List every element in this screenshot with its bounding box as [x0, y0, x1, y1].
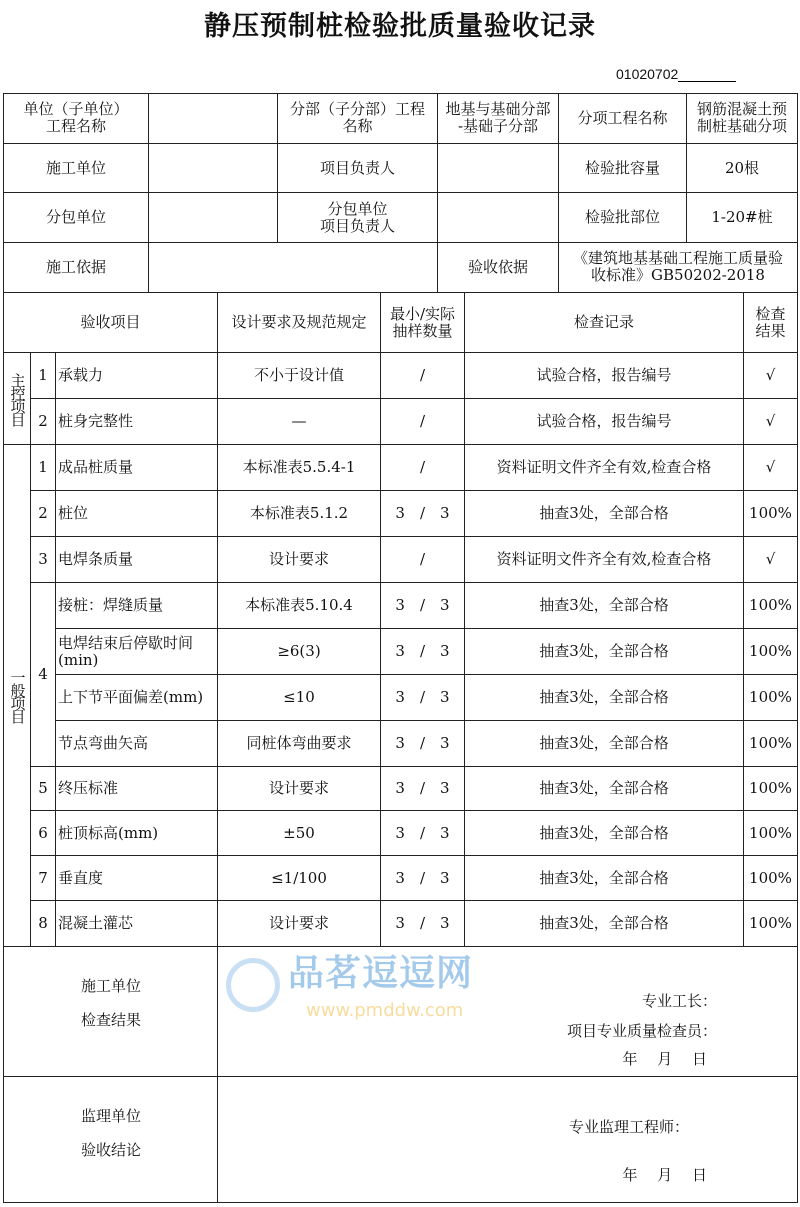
item-no: 2: [31, 491, 56, 537]
supervisor-date: 年 月 日: [622, 1166, 707, 1184]
item-req: —: [218, 399, 381, 445]
header-row: [4, 143, 798, 193]
contractor-check-content[interactable]: [218, 947, 798, 1077]
item-name: 电焊条质量: [56, 537, 218, 583]
inspector-label: 项目专业质量检查员：: [566, 1022, 717, 1040]
item-name: 桩顶标高(mm): [56, 811, 218, 856]
item-result[interactable]: 100%: [744, 491, 798, 537]
item-qty: /: [381, 353, 465, 399]
item-record[interactable]: 抽查3处，全部合格: [465, 491, 744, 537]
capacity-value[interactable]: 20根: [687, 143, 798, 193]
sub-pm-value[interactable]: [438, 193, 559, 243]
general-item-row: [4, 856, 798, 901]
item-name: 桩位: [56, 491, 218, 537]
item-record[interactable]: 抽查3处，全部合格: [465, 629, 744, 675]
item-record[interactable]: 抽查3处，全部合格: [465, 675, 744, 721]
item-result[interactable]: 100%: [744, 675, 798, 721]
subitem-value[interactable]: 钢筋混凝土预 制桩基础分项: [687, 94, 798, 144]
division-label: 分部（子分部）工程 名称: [278, 94, 438, 144]
col-qty: 最小/实际 抽样数量: [381, 293, 465, 353]
item-result[interactable]: √: [744, 399, 798, 445]
item-req: ±50: [218, 811, 381, 856]
item-result[interactable]: √: [744, 537, 798, 583]
general-item-row: [4, 767, 798, 811]
item-no: 1: [31, 445, 56, 491]
item-qty: /: [381, 537, 465, 583]
item-record[interactable]: 抽查3处，全部合格: [465, 583, 744, 629]
contractor-check-label: [4, 947, 218, 1077]
item-result[interactable]: 100%: [744, 721, 798, 767]
contractor-check-row: [4, 947, 798, 1077]
code-suffix-blank[interactable]: [678, 67, 736, 82]
item-record[interactable]: 抽查3处，全部合格: [465, 856, 744, 901]
location-value[interactable]: 1-20#桩: [687, 193, 798, 243]
item-req: 本标准表5.5.4-1: [218, 445, 381, 491]
item-name: 承载力: [56, 353, 218, 399]
item-qty: 3 / 3: [381, 629, 465, 675]
item-record[interactable]: 试验合格，报告编号: [465, 399, 744, 445]
general-item-row: [4, 811, 798, 856]
inspection-table: [3, 292, 798, 1203]
general-item-row: [4, 675, 798, 721]
header-row: [4, 243, 798, 293]
item-no: 4: [31, 583, 56, 767]
item-req: 同桩体弯曲要求: [218, 721, 381, 767]
item-name: 混凝土灌芯: [56, 901, 218, 947]
general-item-row: [4, 721, 798, 767]
item-no: 5: [31, 767, 56, 811]
header-table: [3, 93, 798, 293]
item-no: 8: [31, 901, 56, 947]
sub-value[interactable]: [149, 193, 278, 243]
item-record[interactable]: 抽查3处，全部合格: [465, 721, 744, 767]
item-result[interactable]: 100%: [744, 811, 798, 856]
col-item: 验收项目: [4, 293, 218, 353]
header-row: [4, 94, 798, 144]
form-code: [616, 66, 736, 82]
item-record[interactable]: 抽查3处，全部合格: [465, 901, 744, 947]
engineer-label: 专业监理工程师：: [568, 1118, 689, 1136]
item-result[interactable]: √: [744, 445, 798, 491]
col-result: 检查 结果: [744, 293, 798, 353]
item-name: 成品桩质量: [56, 445, 218, 491]
item-result[interactable]: 100%: [744, 767, 798, 811]
contractor-label: 施工单位: [4, 143, 149, 193]
item-req: 不小于设计值: [218, 353, 381, 399]
item-qty: /: [381, 399, 465, 445]
capacity-label: 检验批容量: [559, 143, 687, 193]
item-no: 7: [31, 856, 56, 901]
supervisor-check-content[interactable]: [218, 1077, 798, 1203]
form-code-value: 01020702: [616, 66, 679, 82]
item-name: 上下节平面偏差(mm): [56, 675, 218, 721]
item-result[interactable]: 100%: [744, 856, 798, 901]
item-name: 电焊结束后停歇时间 (min): [56, 629, 218, 675]
sub-pm-label: 分包单位 项目负责人: [278, 193, 438, 243]
general-item-row: [4, 629, 798, 675]
item-qty: 3 / 3: [381, 583, 465, 629]
item-req: 设计要求: [218, 901, 381, 947]
item-no: 1: [31, 353, 56, 399]
page-title: 静压预制桩检验批质量验收记录: [204, 11, 596, 42]
col-req: 设计要求及规范规定: [218, 293, 381, 353]
basis-value[interactable]: [149, 243, 438, 293]
item-name: 垂直度: [56, 856, 218, 901]
item-qty: 3 / 3: [381, 901, 465, 947]
item-result[interactable]: √: [744, 353, 798, 399]
item-qty: /: [381, 445, 465, 491]
item-record[interactable]: 资料证明文件齐全有效,检查合格: [465, 445, 744, 491]
item-record[interactable]: 抽查3处，全部合格: [465, 811, 744, 856]
item-req: ≤10: [218, 675, 381, 721]
main-group-label: 主控项目: [4, 353, 31, 445]
general-item-row: [4, 491, 798, 537]
supervisor-check-label1: 监理单位: [80, 1107, 141, 1125]
item-name: 终压标准: [56, 767, 218, 811]
unit-value[interactable]: [149, 94, 278, 144]
item-name: 接桩：焊缝质量: [56, 583, 218, 629]
item-no: 6: [31, 811, 56, 856]
item-record[interactable]: 试验合格，报告编号: [465, 353, 744, 399]
item-req: 设计要求: [218, 767, 381, 811]
item-qty: 3 / 3: [381, 767, 465, 811]
unit-label: 单位（子单位） 工程名称: [4, 94, 149, 144]
sub-label: 分包单位: [4, 193, 149, 243]
item-req: 本标准表5.10.4: [218, 583, 381, 629]
column-header-row: [4, 293, 798, 353]
location-label: 检验批部位: [559, 193, 687, 243]
contractor-check-label1: 施工单位: [80, 977, 141, 995]
item-result[interactable]: 100%: [744, 629, 798, 675]
main-control-row: [4, 399, 798, 445]
contractor-check-label2: 检查结果: [80, 1011, 141, 1029]
item-qty: 3 / 3: [381, 491, 465, 537]
item-req: 设计要求: [218, 537, 381, 583]
contractor-value[interactable]: [149, 143, 278, 193]
supervisor-check-label2: 验收结论: [80, 1141, 141, 1159]
general-item-row: [4, 445, 798, 491]
general-item-row: [4, 537, 798, 583]
watermark-text: 品茗逗逗网: [288, 953, 474, 994]
foreman-label: 专业工长：: [641, 992, 717, 1010]
item-req: ≥6(3): [218, 629, 381, 675]
main-control-row: [4, 353, 798, 399]
basis-label: 施工依据: [4, 243, 149, 293]
item-result[interactable]: 100%: [744, 583, 798, 629]
pm-value[interactable]: [438, 143, 559, 193]
item-req: 本标准表5.1.2: [218, 491, 381, 537]
contractor-date: 年 月 日: [622, 1050, 707, 1068]
general-item-row: [4, 901, 798, 947]
division-value[interactable]: 地基与基础分部 -基础子分部: [438, 94, 559, 144]
item-name: 桩身完整性: [56, 399, 218, 445]
item-req: ≤1/100: [218, 856, 381, 901]
subitem-label: 分项工程名称: [559, 94, 687, 144]
item-name: 节点弯曲矢高: [56, 721, 218, 767]
pm-label: 项目负责人: [278, 143, 438, 193]
accept-basis-label: 验收依据: [438, 243, 559, 293]
watermark-url: www.pmddw.com: [306, 1000, 464, 1021]
general-group-label: 一般项目: [4, 445, 31, 947]
supervisor-check-label: [4, 1077, 218, 1203]
col-record: 检查记录: [465, 293, 744, 353]
item-record[interactable]: 资料证明文件齐全有效,检查合格: [465, 537, 744, 583]
item-result[interactable]: 100%: [744, 901, 798, 947]
item-qty: 3 / 3: [381, 675, 465, 721]
supervisor-check-row: [4, 1077, 798, 1203]
item-qty: 3 / 3: [381, 721, 465, 767]
general-item-row: [4, 583, 798, 629]
item-no: 3: [31, 537, 56, 583]
accept-basis-value[interactable]: 《建筑地基基础工程施工质量验 收标准》GB50202-2018: [559, 243, 798, 293]
item-qty: 3 / 3: [381, 856, 465, 901]
item-qty: 3 / 3: [381, 811, 465, 856]
item-record[interactable]: 抽查3处，全部合格: [465, 767, 744, 811]
header-row: [4, 193, 798, 243]
item-no: 2: [31, 399, 56, 445]
